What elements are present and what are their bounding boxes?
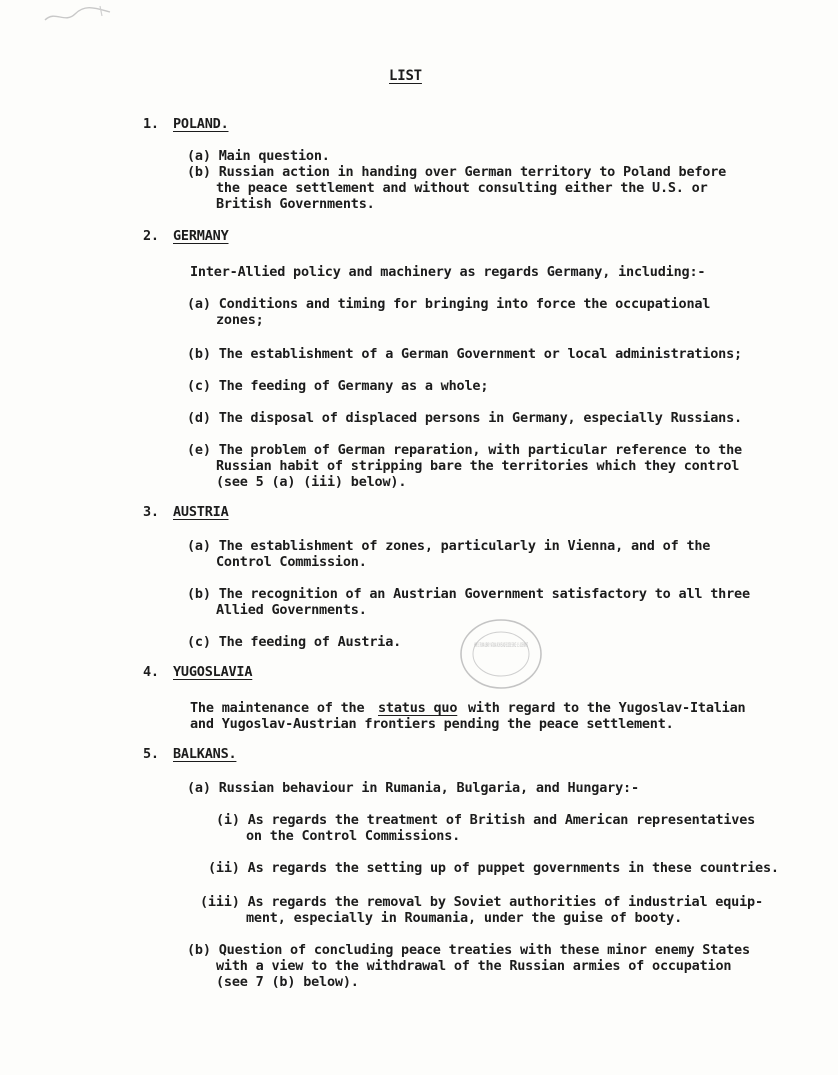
- list-item-cont: Allied Governments.: [216, 602, 367, 618]
- list-item: (a) Conditions and timing for bringing into force the occupational: [187, 296, 711, 312]
- paragraph-part: with regard to the Yugoslav-Italian: [468, 700, 746, 716]
- section-number: 4.: [143, 664, 159, 680]
- sub-item: (i) As regards the treatment of British and American representatives: [216, 812, 756, 828]
- list-item-cont: zones;: [216, 312, 264, 328]
- list-item: (c) The feeding of Germany as a whole;: [187, 378, 489, 394]
- list-item-cont: Control Commission.: [216, 554, 367, 570]
- section-number: 5.: [143, 746, 159, 762]
- list-item-cont: Russian habit of stripping bare the territories which they control: [216, 458, 740, 474]
- section-number: 2.: [143, 228, 159, 244]
- list-item: (a) Main question.: [187, 148, 330, 164]
- list-item: (b) The recognition of an Austrian Government satisfactory to all three: [187, 586, 750, 602]
- paragraph: and Yugoslav-Austrian frontiers pending the peace settlement.: [190, 716, 674, 732]
- list-item: (b) Question of concluding peace treaties with these minor enemy States: [187, 942, 750, 958]
- paragraph-emphasis: status quo: [378, 700, 458, 716]
- list-item: (c) The feeding of Austria.: [187, 634, 402, 650]
- section-number: 3.: [143, 504, 159, 520]
- list-item: (e) The problem of German reparation, with particular reference to the: [187, 442, 742, 458]
- page-title: LIST: [389, 68, 422, 84]
- stamp-text: HARRY S. TRUMAN LIBRARY · NATIONAL ARCHIVES AND RECORDS SERVICE · U.S. GOVERNMENT: [474, 642, 529, 649]
- list-item: (d) The disposal of displaced persons in Germany, especially Russians.: [187, 410, 742, 426]
- sub-item: (ii) As regards the setting up of puppet governments in these countries.: [208, 860, 779, 876]
- list-item-cont: the peace settlement and without consulting either the U.S. or: [216, 180, 708, 196]
- list-item: (b) Russian action in handing over German territory to Poland before: [187, 164, 727, 180]
- sub-item: (iii) As regards the removal by Soviet authorities of industrial equip-: [200, 894, 763, 910]
- section-heading: BALKANS.: [173, 746, 237, 762]
- section-heading: AUSTRIA: [173, 504, 229, 520]
- section-heading: YUGOSLAVIA: [173, 664, 253, 680]
- archive-stamp: [456, 614, 546, 694]
- paragraph: Inter-Allied policy and machinery as regards Germany, including:-: [190, 264, 706, 280]
- list-item-cont: with a view to the withdrawal of the Russian armies of occupation: [216, 958, 732, 974]
- list-item: (a) Russian behaviour in Rumania, Bulgaria, and Hungary:-: [187, 780, 639, 796]
- list-item-cont: (see 7 (b) below).: [216, 974, 359, 990]
- sub-item-cont: on the Control Commissions.: [246, 828, 461, 844]
- section-heading: GERMANY: [173, 228, 229, 244]
- sub-item-cont: ment, especially in Roumania, under the guise of booty.: [246, 910, 683, 926]
- section-heading: POLAND.: [173, 116, 229, 132]
- section-number: 1.: [143, 116, 159, 132]
- handwritten-mark: [40, 2, 120, 30]
- list-item: (b) The establishment of a German Government or local administrations;: [187, 346, 742, 362]
- paragraph-part: The maintenance of the: [190, 700, 365, 716]
- list-item-cont: British Governments.: [216, 196, 375, 212]
- list-item: (a) The establishment of zones, particularly in Vienna, and of the: [187, 538, 711, 554]
- list-item-cont: (see 5 (a) (iii) below).: [216, 474, 407, 490]
